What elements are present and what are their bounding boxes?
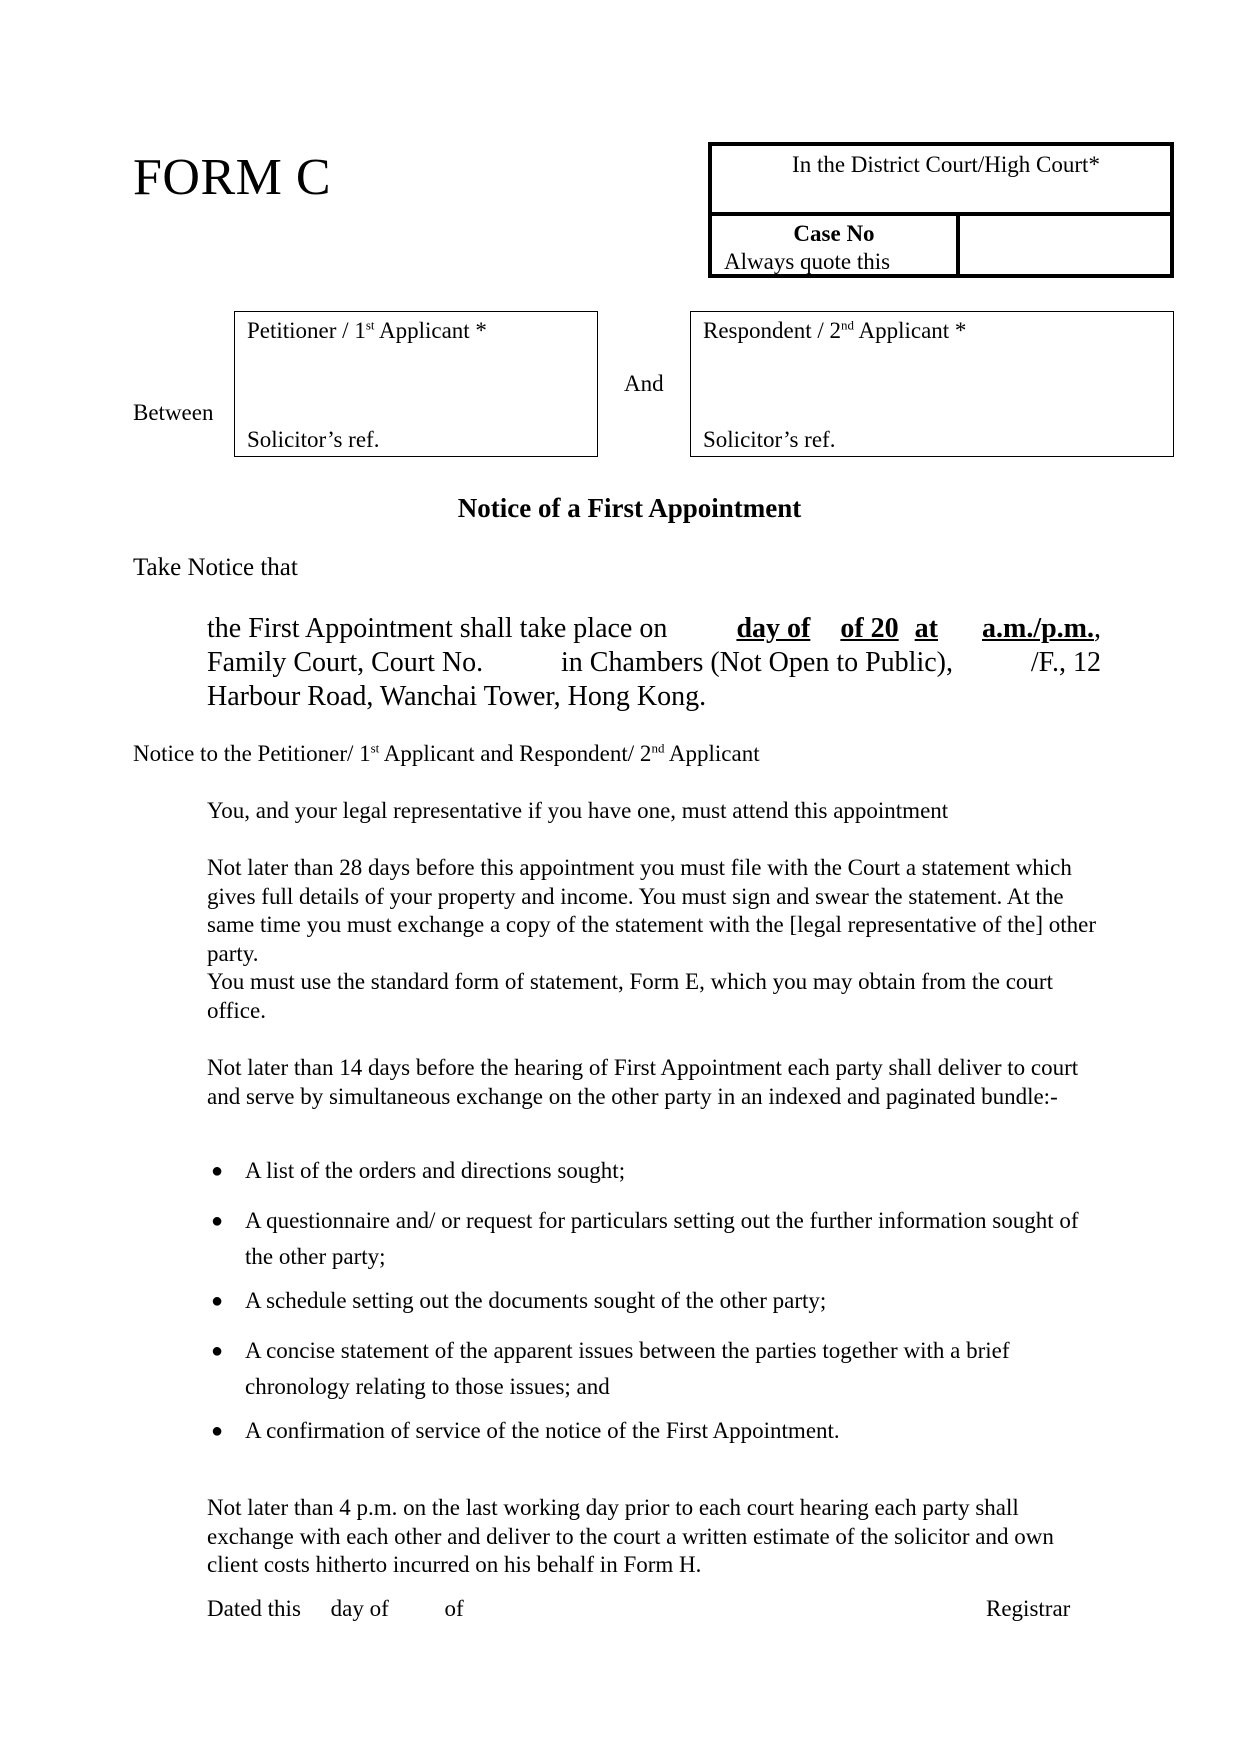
appointment-line-1: the First Appointment shall take place on day of of 20 at a.m./p.m., xyxy=(207,613,1101,644)
bullet-icon: ● xyxy=(211,1340,224,1362)
bullet-icon: ● xyxy=(211,1160,224,1182)
case-no-label: Case No xyxy=(793,221,875,246)
appointment-day-blank: day of xyxy=(736,613,811,644)
dated-day-of: day of xyxy=(330,1596,389,1621)
appointment-ampm: a.m./p.m. xyxy=(982,613,1094,644)
court-heading: In the District Court/High Court* xyxy=(792,152,1100,177)
bullet-icon: ● xyxy=(211,1290,224,1312)
costs-paragraph: Not later than 4 p.m. on the last working day prior to each court hearing each party shall exchange with each other and deliver to the court a written estimate of the solicitor and own client costs hitherto incurred on his behalf in Form H. xyxy=(207,1495,1054,1577)
respondent-label: Respondent / 2nd Applicant * xyxy=(703,317,967,343)
court-box xyxy=(708,142,1174,278)
notice-to-heading: Notice to the Petitioner/ 1st Applicant and Respondent/ 2nd Applicant xyxy=(133,740,760,766)
respondent-box xyxy=(690,311,1174,457)
case-no-value xyxy=(960,216,1170,274)
statement-text: Not later than 28 days before this appointment you must file with the Court a statement which gives full details of your property and income. You must sign and swear the statement. At the same time you must exchange a copy of the statement with the [legal representative of the] other party. xyxy=(207,855,1097,966)
form-title: FORM C xyxy=(133,149,332,206)
attend-paragraph: You, and your legal representative if you have one, must attend this appointment xyxy=(207,798,949,823)
notice-title: Notice of a First Appointment xyxy=(457,493,802,523)
petitioner-solicitor-ref: Solicitor’s ref. xyxy=(247,427,380,452)
case-no-cell xyxy=(712,216,960,274)
dated-of: of xyxy=(444,1596,464,1621)
registrar-label: Registrar xyxy=(986,1596,1071,1621)
court-heading-cell xyxy=(712,146,1170,216)
appointment-line-2: Family Court, Court No. in Chambers (Not Open to Public), /F., 12 xyxy=(207,647,1101,678)
respondent-solicitor-ref: Solicitor’s ref. xyxy=(703,427,836,452)
dated-line xyxy=(207,1594,464,1624)
bullet-icon: ● xyxy=(211,1210,224,1232)
between-label: Between xyxy=(133,400,214,425)
appointment-details xyxy=(207,612,1101,714)
petitioner-label: Petitioner / 1st Applicant * xyxy=(247,317,487,343)
and-label: And xyxy=(624,371,664,396)
case-no-note: Always quote this xyxy=(724,249,891,274)
take-notice: Take Notice that xyxy=(133,554,298,581)
appointment-line-3: Harbour Road, Wanchai Tower, Hong Kong. xyxy=(207,681,707,712)
bundle-paragraph: Not later than 14 days before the hearing of First Appointment each party shall deliver to court and serve by simultaneous exchange on the other party in an indexed and paginated bundle:- xyxy=(207,1055,1079,1109)
dated-label: Dated this xyxy=(207,1596,301,1621)
statement-paragraph xyxy=(207,854,1103,1025)
petitioner-box xyxy=(234,311,598,457)
bullet-icon: ● xyxy=(211,1420,224,1442)
form-e-text: You must use the standard form of statement, Form E, which you may obtain from the court office. xyxy=(207,969,1053,1023)
